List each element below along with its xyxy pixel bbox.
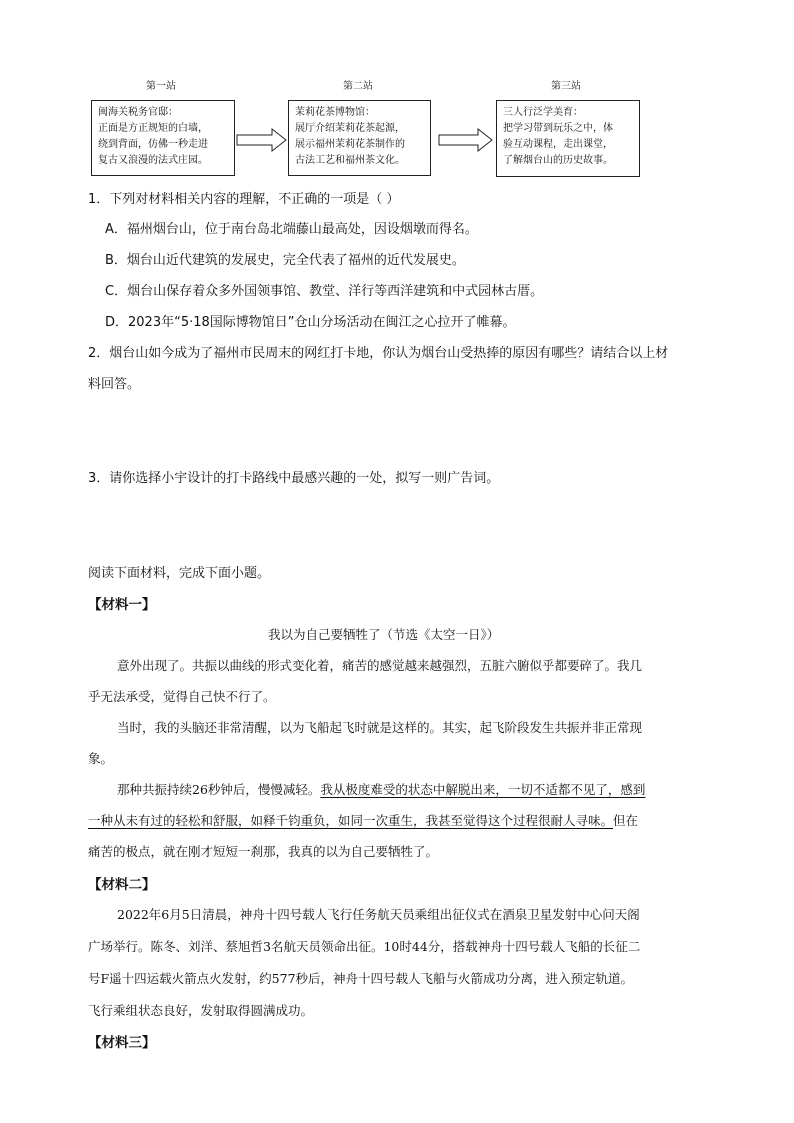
underlined-sentence: 我从极度难受的状态中解脱出来，一切不适都不见了，感到: [320, 782, 646, 797]
question-3-stem: 3．请你选择小宇设计的打卡路线中最感兴趣的一处，拟写一则广告词。: [88, 471, 500, 486]
material-1-heading: 【材料一】: [88, 597, 156, 613]
paragraph-3-plain-cont: 但在: [613, 813, 639, 828]
station-1-line: 正面是方正规矩的白墙，: [98, 123, 208, 134]
material-1-paragraph-1: 意外出现了。共振以曲线的形式变化着，痛苦的感觉越来越强烈，五脏六腑似乎都要碎了。我几: [117, 658, 643, 673]
question-1-option-d: D．2023年“5·18国际博物馆日”仓山分场活动在闽江之心拉开了帷幕。: [105, 315, 516, 330]
underlined-sentence-cont: 一种从未有过的轻松和舒服，如释千钧重负，如同一次重生，我甚至觉得这个过程很耐人寻味。: [88, 813, 614, 828]
material-2-heading: 【材料二】: [88, 877, 156, 893]
station-3-label: 第三站: [551, 81, 581, 92]
station-3-line: 验互动课程，走出课堂，: [503, 139, 613, 150]
material-1-paragraph-1-cont: 乎无法承受，觉得自己快不行了。: [88, 689, 276, 704]
station-2-line: 茉莉花茶博物馆：: [295, 107, 375, 118]
question-2-stem: 2．烟台山如今成为了福州市民周末的网红打卡地，你认为烟台山受热捧的原因有哪些？请结合以上材: [88, 346, 669, 361]
arrow-2-icon: [438, 127, 494, 153]
question-1-stem: 1．下列对材料相关内容的理解，不正确的一项是（ ）: [88, 192, 400, 207]
station-3-box: [496, 100, 640, 177]
reading-instruction: 阅读下面材料，完成下面小题。: [88, 566, 271, 581]
station-1-label: 第一站: [146, 81, 176, 92]
question-2-stem-cont: 料回答。: [88, 377, 141, 392]
material-1-paragraph-2: 当时，我的头脑还非常清醒，以为飞船起飞时就是这样的。其实，起飞阶段发生共振并非正常现: [117, 720, 643, 735]
station-2-line: 古法工艺和福州茶文化。: [295, 155, 405, 166]
station-1-box: [91, 100, 235, 176]
station-2-line: 展示福州茉莉花茶制作的: [295, 139, 405, 150]
station-3-line: 三人行泛学美育：: [503, 107, 583, 118]
material-2-paragraph-end: 飞行乘组状态良好，发射取得圆满成功。: [88, 1003, 314, 1018]
station-2-label: 第二站: [343, 81, 373, 92]
station-3-line: 把学习带到玩乐之中，体: [503, 123, 613, 134]
material-2-paragraph-cont: 广场举行。陈冬、刘洋、蔡旭哲3名航天员领命出征。10时44分，搭载神舟十四号载人飞船的长征二: [88, 939, 641, 954]
material-2-paragraph: 2022年6月5日清晨，神舟十四号载人飞行任务航天员乘组出征仪式在酒泉卫星发射中心问天阁: [117, 907, 640, 922]
material-1-paragraph-2-cont: 象。: [88, 751, 114, 766]
paragraph-3-plain: 那种共振持续26秒钟后，慢慢减轻。: [117, 782, 321, 797]
question-1-option-c: C．烟台山保存着众多外国领事馆、教堂、洋行等西洋建筑和中式园林古厝。: [105, 284, 544, 299]
station-3-line: 了解烟台山的历史故事。: [503, 155, 613, 166]
station-2-line: 展厅介绍茉莉花茶起源，: [295, 123, 405, 134]
station-1-line: 闽海关税务官邸：: [98, 107, 178, 118]
station-2-box: [288, 100, 431, 176]
question-1-option-b: B．烟台山近代建筑的发展史，完全代表了福州的近代发展史。: [105, 253, 465, 268]
material-1-paragraph-3-cont: [88, 811, 638, 829]
station-1-line: 绕到背面，仿佛一秒走进: [98, 139, 208, 150]
arrow-1-icon: [236, 127, 288, 153]
material-1-title: 我以为自己要牺牲了（节选《太空一日》）: [268, 627, 500, 642]
material-3-heading: 【材料三】: [88, 1035, 156, 1051]
material-2-paragraph-cont: 号F遥十四运载火箭点火发射，约577秒后，神舟十四号载人飞船与火箭成功分离，进入预定轨道。: [88, 971, 634, 986]
question-1-option-a: A．福州烟台山，位于南台岛北端藤山最高处，因设烟墩而得名。: [105, 222, 478, 237]
material-1-paragraph-3: [117, 780, 645, 798]
material-1-paragraph-3-end: 痛苦的极点，就在刚才短短一刹那，我真的以为自己要牺牲了。: [88, 844, 439, 859]
station-1-line: 复古又浪漫的法式庄园。: [98, 155, 208, 166]
